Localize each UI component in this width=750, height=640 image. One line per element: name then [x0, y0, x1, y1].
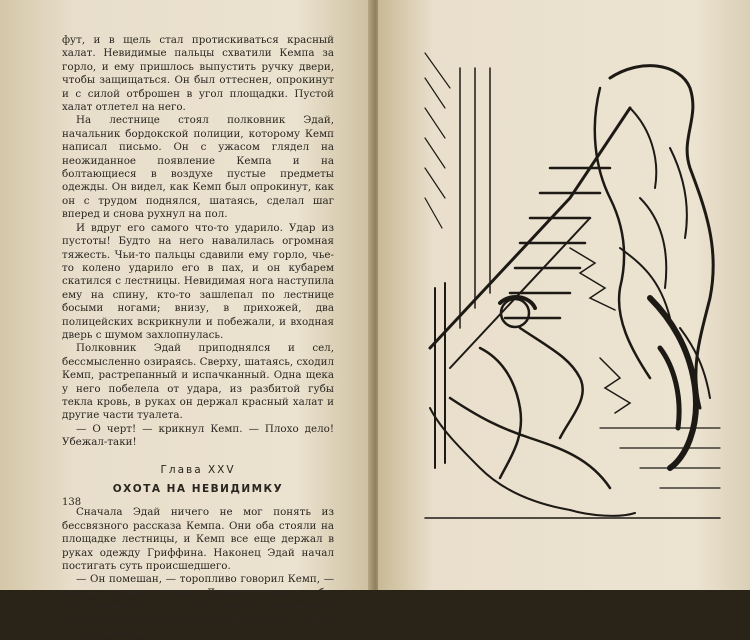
paragraph: — О черт! — крикнул Кемп. — Плохо дело! Убежал-таки!: [62, 422, 334, 449]
left-page: [0, 0, 372, 640]
left-page-text: [62, 34, 334, 640]
paragraph: фут, и в щель стал протискиваться красный халат. Невидимые пальцы схватили Кемпа за горло, и ему пришлось выпустить ручку двери, чтобы защищаться. Он был оттеснен, опрокинут и с силой отброшен в угол площадки. Пустой халат отлетел на него.: [62, 34, 334, 114]
paragraph: И вдруг его самого что-то ударило. Удар из пустоты! Будто на него навалилась огромная тяжесть. Чьи-то пальцы сдавили ему горло, чье-то колено ударило его в пах, и он кубарем скатился с лестницы. Невидимая нога наступила ему на спину, кто-то зашлепал по лестнице босыми ногами; внизу, в прихожей, два полицейских вскрикнули и побежали, и входная дверь с шумом захлопнулась.: [62, 221, 334, 341]
paragraph: — Он помешан, — торопливо говорил Кемп, — это не человек, а зверь. Думает только о себе. Не считается ни с чем, кроме собственной выгоды и безопасности. Я его выслушал сегодня — это свирепый: [62, 573, 334, 640]
paragraph: Сначала Эдай ничего не мог понять из бессвязного рассказа Кемпа. Они оба стояли на площадке лестницы, и Кемп все еще держал в руках одежду Гриффина. Наконец Эдай начал постигать суть происшедшего.: [62, 506, 334, 573]
staircase-struggle-illustration: [420, 48, 726, 526]
paragraph: Полковник Эдай приподнялся и сел, бессмысленно озираясь. Сверху, шатаясь, сходил Кемп, растрепанный и испачканный. Одна щека у него побелела от удара, из разбитой губы текла кровь, в руках он держал красный халат и другие части туалета.: [62, 342, 334, 422]
chapter-label: Глава XXV: [160, 463, 236, 476]
chapter-title: ОХОТА НА НЕВИДИМКУ: [112, 483, 284, 495]
paragraph: На лестнице стоял полковник Эдай, начальник бордокской полиции, которому Кемп написал письмо. Он с ужасом глядел на неожиданное появление Кемпа и на болтающиеся в воздухе пустые предметы одежды. Он видел, как Кемп был опрокинут, как он с трудом поднялся, шатаясь, сделал шаг вперед и снова рухнул на пол.: [62, 114, 334, 221]
page-number: 138: [62, 497, 82, 508]
